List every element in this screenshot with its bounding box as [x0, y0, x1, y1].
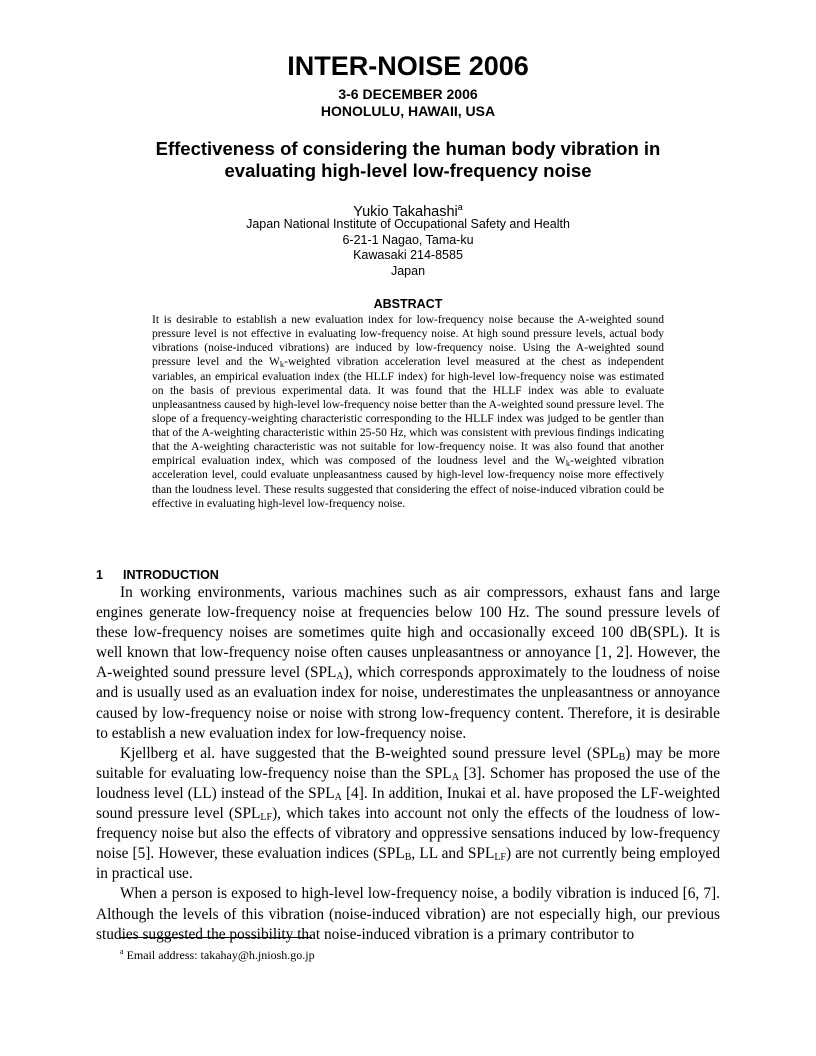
subscript: B	[618, 751, 626, 763]
conference-title: INTER-NOISE 2006	[287, 51, 529, 81]
abstract-text: -weighted vibration acceleration level measured at the chest as independent variables, an empirical evaluation index (the HLLF index) for high-level low-frequency noise was estimated on the basis of previous experimental data. It was found that the HLLF index was able to evaluate unpleasantness caused by high-level low-frequency noise better than the A-weighted sound pressure level. The slope of a frequency-weighting characteristic corresponding to the HLLF index was judged to be gentler than that of the A-weighting characteristic within 25-50 Hz, which was consistent with previous findings indicating that the A-weighting characteristic was not suitable for low-frequency noise. It was also found that another empirical evaluation index, which was composed of the loudness level and the W	[152, 356, 664, 468]
abstract-heading: ABSTRACT	[373, 297, 443, 311]
paragraph	[96, 583, 720, 744]
author-mark: a	[457, 202, 463, 212]
abstract-subscript: k	[565, 458, 571, 469]
paragraph-text: In working environments, various machines such as air compressors, exhaust fans and large engines generate low-frequency noise at frequencies below 100 Hz. The sound pressure levels of these low-frequency noises are sometimes quite high and occasionally exceed 100 dB(SPL). It is well known that low-frequency noise often causes unpleasantness or annoyance [1, 2]. However, the A-weighted sound pressure level (SPL	[96, 584, 720, 682]
conference-date: 3-6 DECEMBER 2006	[338, 86, 478, 102]
paper-title: Effectiveness of considering the human body vibration in evaluating high-level low-frequency noise	[155, 138, 661, 181]
affiliation	[0, 217, 816, 279]
paragraph-text: ) are not currently being employed in practical use.	[96, 845, 720, 883]
footnote-mark: a	[120, 947, 124, 956]
paragraph: When a person is exposed to high-level low-frequency noise, a bodily vibration is induced [6, 7]. Although the levels of this vibration (noise-induced vibration) are not especially high, our previous studies suggested the possibility that noise-induced vibration is a primary contributor to	[96, 885, 720, 943]
subscript: LF	[260, 812, 273, 824]
subscript: B	[404, 852, 412, 864]
subscript: A	[334, 791, 342, 803]
footnote-rule	[120, 937, 312, 938]
affiliation-line: Kawasaki 214-8585	[353, 248, 463, 262]
paragraph-text: [4]. In addition, Inukai et al. have proposed the LF-weighted sound pressure level (SPL	[96, 784, 720, 823]
subscript: A	[451, 771, 459, 783]
footnote	[120, 944, 315, 963]
section-number: 1	[96, 568, 103, 582]
subscript: A	[336, 671, 344, 683]
paragraph-text: ), which corresponds approximately to the loudness of noise and is usually used as an evaluation index for noise, underestimates the unpleasantness or annoyance caused by low-frequency noise or noise with strong low-frequency content. Therefore, it is desirable to establish a new evaluation index for low-frequency noise.	[96, 664, 720, 742]
abstract-text: -weighted vibration acceleration level, could evaluate unpleasantness caused by high-level low-frequency noise more effectively than the loudness level. These results suggested that considering the effect of noise-induced vibration could be effective in evaluating high-level low-frequency noise.	[152, 455, 664, 510]
abstract-body	[152, 313, 664, 511]
paragraph-text: ) may be more suitable for evaluating low-frequency noise than the SPL	[96, 744, 720, 782]
introduction-body	[96, 583, 720, 945]
section-heading	[96, 567, 219, 583]
subscript: LF	[494, 852, 506, 864]
affiliation-line: 6-21-1 Nagao, Tama-ku	[342, 232, 474, 247]
paragraph-text: Kjellberg et al. have suggested that the B-weighted sound pressure level (SPL	[120, 744, 619, 762]
author-name: Yukio Takahashi	[353, 203, 458, 220]
section-title: INTRODUCTION	[123, 568, 219, 582]
paragraph-text: ), which takes into account not only the effects of the loudness of low-frequency noise but also the effects of vibratory and oppressive sensations induced by low-frequency noise [5]. However, these evaluation indices (SPL	[96, 805, 720, 863]
affiliation-line: Japan	[390, 263, 426, 278]
footnote-text: Email address: takahay@h.jniosh.go.jp	[123, 948, 315, 962]
paragraph-text: , LL and SPL	[411, 845, 495, 863]
abstract-text: It is desirable to establish a new evaluation index for low-frequency noise because the A-weighted sound pressure level is not effective in evaluating low-frequency noise. At high sound pressure levels, actual body vibrations (noise-induced vibrations) are induced by low-frequency noise. Using the A-weighted sound pressure level and the W	[152, 314, 664, 369]
conference-place: HONOLULU, HAWAII, USA	[320, 103, 496, 119]
affiliation-line: Japan National Institute of Occupational Safety and Health	[246, 217, 570, 231]
paragraph	[96, 744, 720, 885]
abstract-subscript: k	[279, 359, 285, 370]
paragraph-text: [3]. Schomer has proposed the use of the loudness level (LL) instead of the SPL	[96, 764, 720, 802]
